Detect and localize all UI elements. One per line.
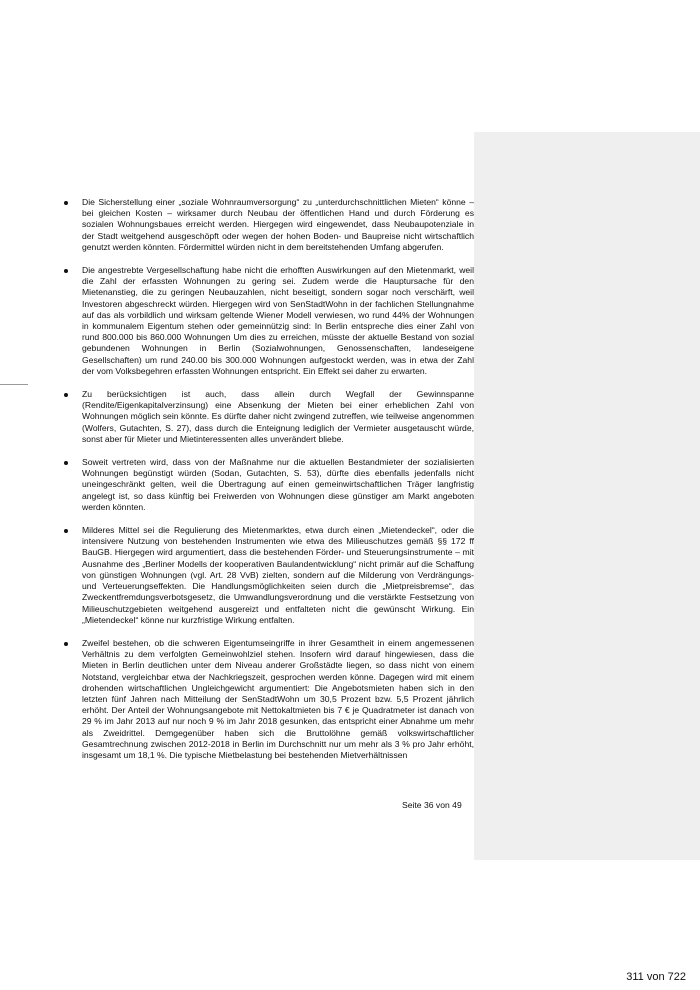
list-item — [60, 389, 474, 445]
list-item — [60, 638, 474, 761]
list-item — [60, 265, 474, 377]
margin-marker — [0, 384, 28, 385]
bullet-icon — [64, 201, 68, 205]
document-body — [60, 197, 474, 773]
global-page-counter: 311 von 722 — [626, 971, 686, 983]
list-item — [60, 525, 474, 626]
bullet-list — [60, 197, 474, 761]
paragraph-text: Die angestrebte Vergesellschaftung habe nicht die erhofften Auswirkungen auf den Mietenmarkt, weil die Zahl der erfassten Wohnungen zu gering sei. Zudem werde die Hauptursache für den Mietenanstieg, die zu geringen Neubauzahlen, nicht beseitigt, sondern sogar noch verschärft, weil Investoren abgeschreckt würden. Hiergegen wird von SenStadtWohn in der fachlichen Stellungnahme auf das als vorbildlich und wirksam geltende Wiener Modell verwiesen, wo rund 44% der Wohnungen in kommunalem Eigentum stehen oder gemeinnützig sind: In Berlin entspreche dies einer Zahl von rund 800.000 bis 860.000 Wohnungen Um dies zu erreichen, müsste der aktuelle Bestand von sozial gebundenen Wohnungen in Berlin (Sozialwohnungen, Genossenschaften, landeseigene Gesellschaften) um rund 240.00 bis 300.000 Wohnungen aufgestockt werden, was in etwa der Zahl der vom Volksbegehren erfassten Wohnungen entspricht. Ein Effekt sei daher zu erwarten. — [82, 265, 474, 376]
paragraph-text: Zu berücksichtigen ist auch, dass allein durch Wegfall der Gewinnspanne (Rendite/Eigenkapitalverzinsung) eine Absenkung der Mieten bei einer erheblichen Zahl von Wohnungen möglich sein könnte. Es dürfte daher nicht zwingend zutreffen, wie teilweise angenommen (Wolfers, Gutachten, S. 27), dass durch die Enteignung lediglich der Vermieter ausgetauscht würde, sonst aber für Mieter und Mietinteressenten alles unverändert bliebe. — [82, 389, 474, 444]
list-item — [60, 457, 474, 513]
paragraph-text: Soweit vertreten wird, dass von der Maßnahme nur die aktuellen Bestandmieter der sozialisierten Wohnungen begünstigt würden (Sodan, Gutachten, S. 53), dürfte dies ebenfalls jedenfalls nicht uneingeschränkt gelten, weil die Übertragung auf einen gemeinwirtschaftlichen Träger langfristig angelegt ist, so dass künftig bei Freiwerden von Wohnungen diese günstiger am Markt angeboten werden könnten. — [82, 457, 474, 512]
paragraph-text: Milderes Mittel sei die Regulierung des Mietenmarktes, etwa durch einen „Mietendeckel“, oder die intensivere Nutzung von bestehenden Instrumenten wie etwa des Milieuschutzes gemäß §§ 172 ff BauGB. Hiergegen wird argumentiert, dass die bestehenden Förder- und Steuerungsinstrumente – mit Ausnahme des „Berliner Modells der kooperativen Baulandentwicklung“ nicht primär auf die Schaffung von günstigen Wohnungen (vgl. Art. 28 VvB) zielten, sondern auf die Milderung von Verdrängungs- und Verteuerungseffekten. Die Handlungsmöglichkeiten seien durch die „Mietpreisbremse“, das Zweckentfremdungsverbotsgesetz, die Umwandlungsverordnung und die verstärkte Festsetzung von Milieuschutzgebieten weitgehend ausgereizt und entfalteten nicht die gewünscht Wirkung. Ein „Mietendeckel“ könne nur kurzfristige Wirkung entfalten. — [82, 525, 474, 625]
bullet-icon — [64, 269, 68, 273]
bullet-icon — [64, 642, 68, 646]
list-item — [60, 197, 474, 253]
bullet-icon — [64, 393, 68, 397]
bullet-icon — [64, 529, 68, 533]
paragraph-text: Zweifel bestehen, ob die schweren Eigentumseingriffe in ihrer Gesamtheit in einem angemessenen Verhältnis zu dem verfolgten Gemeinwohlziel stehen. Insofern wird darauf hingewiesen, dass die Mieten in Berlin deutlichen unter dem Niveau anderer Großstädte liegen, so dass nicht von einem Notstand, vergleichbar etwa der Nachkriegszeit, gesprochen werden könne. Dagegen wird mit einem drohenden wirtschaftlichen Ungleichgewicht argumentiert: Die Angebotsmieten haben sich in den letzten fünf Jahren nach Mitteilung der SenStadtWohn um 30,5 Prozent bzw. 5,5 Prozent jährlich erhöht. Der Anteil der Wohnungsangebote mit Nettokaltmieten bis 7 € je Quadratmeter ist danach von 29 % im Jahr 2013 auf nur noch 9 % im Jahr 2018 gesunken, das entspricht einer Abnahme um mehr als Zweidrittel. Demgegenüber haben sich die Bruttolöhne gemäß volkswirtschaftlicher Gesamtrechnung zwischen 2012-2018 in Berlin im Durchschnitt nur um mehr als 3 % pro Jahr erhöht, insgesamt um 18,1 %. Die typische Mietbelastung bei bestehenden Mietverhältnissen — [82, 637, 474, 760]
page-number: Seite 36 von 49 — [402, 800, 462, 810]
bullet-icon — [64, 461, 68, 465]
comment-pane — [474, 132, 700, 860]
paragraph-text: Die Sicherstellung einer „soziale Wohnraumversorgung“ zu „unterdurchschnittlichen Mieten“ könne – bei gleichen Kosten – wirksamer durch Neubau der öffentlichen Hand und durch Förderung es sozialen Wohnungsbaues erreicht werden. Hiergegen wird eingewendet, dass Neubaupotenziale in der Stadt weitgehend ausgeschöpft oder wegen der hohen Boden- und Baupreise nicht wirtschaftlich genutzt werden könnten. Fördermittel würden nicht in dem bereitstehenden Umfang abgerufen. — [82, 197, 474, 252]
